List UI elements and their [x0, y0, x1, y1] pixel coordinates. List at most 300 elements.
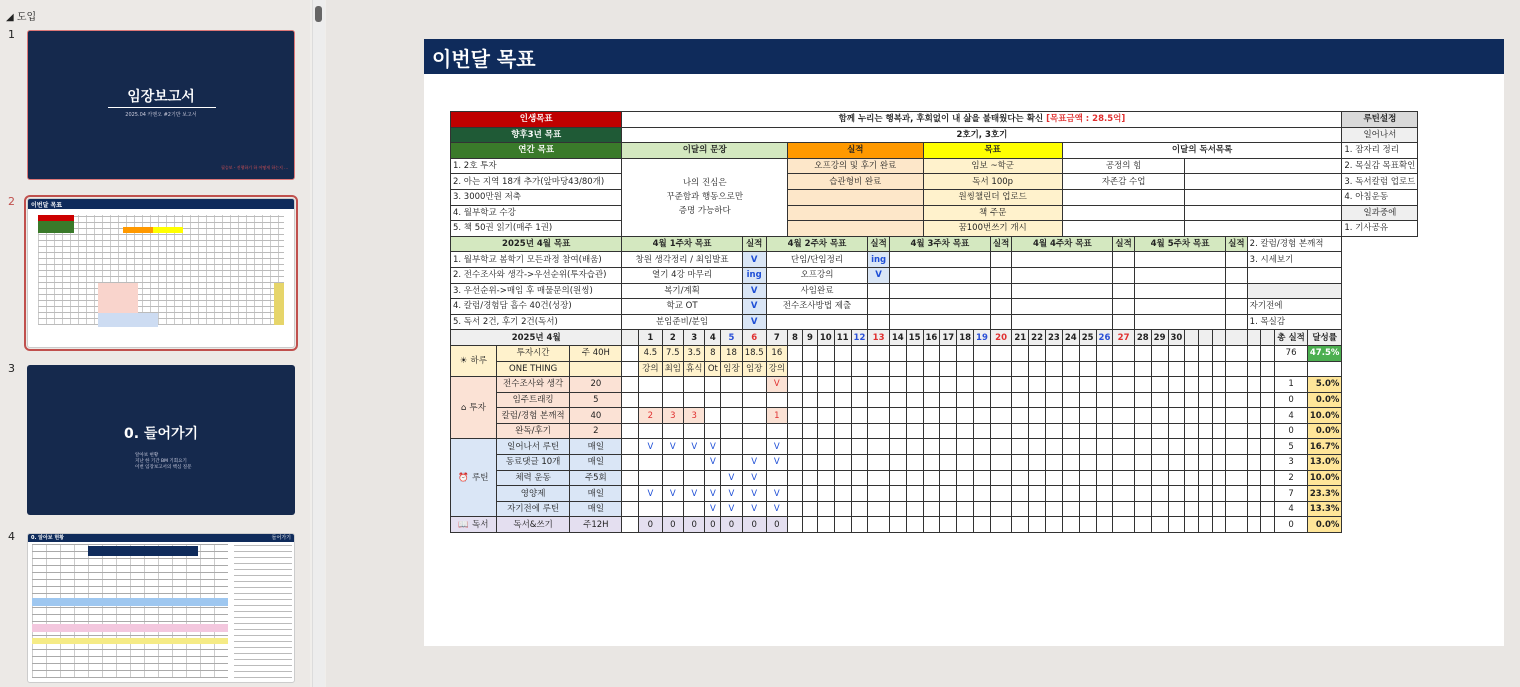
week-goal[interactable]: [889, 267, 990, 283]
tracker-frequency[interactable]: 매일: [570, 439, 622, 455]
table-cell[interactable]: [1261, 501, 1275, 517]
day-cell[interactable]: [889, 470, 906, 486]
day-cell[interactable]: V: [766, 439, 787, 455]
month-goal-item[interactable]: 3. 우선순위->매임 후 매물문의(원씽): [451, 283, 622, 299]
table-cell[interactable]: [1212, 330, 1226, 346]
month-goal-item[interactable]: 5. 독서 2건, 후기 2건(독서): [451, 314, 622, 330]
slide-thumbnail-1[interactable]: [27, 30, 295, 180]
day-cell[interactable]: [851, 439, 868, 455]
week-goal[interactable]: [1012, 283, 1113, 299]
slide[interactable]: [424, 39, 1504, 646]
day-cell[interactable]: [1134, 501, 1151, 517]
sentence-label[interactable]: 이달의 문장: [622, 143, 788, 159]
day-header[interactable]: 17: [940, 330, 957, 346]
week-header[interactable]: 4월 5주차 목표: [1134, 236, 1225, 252]
day-cell[interactable]: [684, 377, 705, 393]
day-cell[interactable]: [662, 377, 683, 393]
routine-item[interactable]: 자기전에: [1247, 299, 1342, 315]
week-goal[interactable]: [1134, 267, 1225, 283]
table-cell[interactable]: [1185, 486, 1199, 502]
week-header[interactable]: 4월 3주차 목표: [889, 236, 990, 252]
week-result[interactable]: [1113, 252, 1134, 268]
day-cell[interactable]: [1134, 345, 1151, 361]
day-cell[interactable]: [906, 423, 923, 439]
day-cell[interactable]: [1134, 377, 1151, 393]
week-goal[interactable]: [1012, 299, 1113, 315]
total-cell[interactable]: 0: [1275, 423, 1308, 439]
day-cell[interactable]: [684, 501, 705, 517]
day-cell[interactable]: [1012, 361, 1029, 377]
day-cell[interactable]: [868, 439, 889, 455]
day-cell[interactable]: [1096, 423, 1113, 439]
day-cell[interactable]: [802, 470, 817, 486]
day-cell[interactable]: [940, 439, 957, 455]
tracker-frequency[interactable]: 2: [570, 423, 622, 439]
rate-cell[interactable]: 16.7%: [1307, 439, 1342, 455]
day-cell[interactable]: [1096, 486, 1113, 502]
day-cell[interactable]: [1046, 377, 1063, 393]
day-cell[interactable]: [1012, 408, 1029, 424]
day-cell[interactable]: [742, 392, 766, 408]
tracker-frequency[interactable]: 20: [570, 377, 622, 393]
week-result-header[interactable]: 실적: [868, 236, 889, 252]
day-cell[interactable]: [889, 439, 906, 455]
day-cell[interactable]: [957, 345, 974, 361]
day-cell[interactable]: [639, 377, 662, 393]
day-cell[interactable]: V: [639, 439, 662, 455]
table-cell[interactable]: [1247, 501, 1261, 517]
day-cell[interactable]: [1062, 408, 1079, 424]
day-cell[interactable]: [834, 408, 851, 424]
tracker-frequency[interactable]: 매일: [570, 486, 622, 502]
table-cell[interactable]: [1185, 455, 1199, 471]
day-cell[interactable]: [1151, 517, 1168, 533]
group-label[interactable]: [451, 345, 497, 376]
day-cell[interactable]: [817, 345, 834, 361]
day-cell[interactable]: V: [684, 486, 705, 502]
day-cell[interactable]: [1029, 455, 1046, 471]
day-cell[interactable]: [1151, 486, 1168, 502]
tracker-frequency[interactable]: 40: [570, 408, 622, 424]
thumbnail-scrollbar[interactable]: [312, 0, 325, 687]
target-label[interactable]: 목표: [923, 143, 1062, 159]
week-goal[interactable]: [889, 283, 990, 299]
day-cell[interactable]: [1079, 377, 1096, 393]
week2-goal[interactable]: [766, 314, 868, 330]
day-cell[interactable]: 3.5: [684, 345, 705, 361]
table-cell[interactable]: [1185, 392, 1199, 408]
total-cell[interactable]: 0: [1275, 392, 1308, 408]
tracker-item[interactable]: ONE THING: [496, 361, 569, 377]
day-cell[interactable]: [1012, 517, 1029, 533]
week2-result[interactable]: [868, 314, 889, 330]
table-cell[interactable]: [1198, 361, 1212, 377]
week-goal[interactable]: [889, 314, 990, 330]
table-cell[interactable]: [1185, 423, 1199, 439]
day-cell[interactable]: [1151, 377, 1168, 393]
day-cell[interactable]: [889, 408, 906, 424]
table-cell[interactable]: [1212, 439, 1226, 455]
table-cell[interactable]: [1261, 423, 1275, 439]
table-cell[interactable]: [1198, 486, 1212, 502]
day-cell[interactable]: [889, 501, 906, 517]
day-cell[interactable]: [817, 377, 834, 393]
day-cell[interactable]: [1079, 470, 1096, 486]
day-cell[interactable]: [889, 345, 906, 361]
life-goal-text[interactable]: [622, 112, 1342, 128]
week-result[interactable]: [1226, 267, 1247, 283]
week-result[interactable]: [1226, 314, 1247, 330]
group-label[interactable]: [451, 439, 497, 517]
week-header[interactable]: 4월 2주차 목표: [766, 236, 868, 252]
reading-item[interactable]: [1062, 221, 1185, 237]
table-cell[interactable]: [622, 470, 639, 486]
week-goal[interactable]: [889, 299, 990, 315]
tracker-frequency[interactable]: 주12H: [570, 517, 622, 533]
week-result[interactable]: [990, 299, 1011, 315]
day-cell[interactable]: 2: [639, 408, 662, 424]
day-cell[interactable]: [834, 361, 851, 377]
total-header[interactable]: 총 실적: [1275, 330, 1308, 346]
table-cell[interactable]: [1247, 361, 1261, 377]
table-cell[interactable]: [622, 408, 639, 424]
day-cell[interactable]: [889, 392, 906, 408]
day-cell[interactable]: [851, 470, 868, 486]
day-cell[interactable]: [1029, 501, 1046, 517]
day-cell[interactable]: [957, 439, 974, 455]
reading-item[interactable]: 자존감 수업: [1062, 174, 1185, 190]
day-cell[interactable]: [851, 501, 868, 517]
week-goal[interactable]: [1134, 283, 1225, 299]
table-cell[interactable]: [1226, 408, 1247, 424]
day-cell[interactable]: [868, 486, 889, 502]
day-cell[interactable]: [974, 408, 991, 424]
day-cell[interactable]: [923, 517, 940, 533]
routine-item[interactable]: 1. 잠자리 정리: [1342, 143, 1418, 159]
table-cell[interactable]: [1247, 345, 1261, 361]
day-cell[interactable]: [957, 517, 974, 533]
day-cell[interactable]: [868, 361, 889, 377]
day-cell[interactable]: [788, 408, 803, 424]
day-cell[interactable]: [990, 423, 1011, 439]
rate-cell[interactable]: 0.0%: [1307, 423, 1342, 439]
table-cell[interactable]: [1226, 330, 1247, 346]
day-cell[interactable]: [1134, 439, 1151, 455]
day-cell[interactable]: V: [742, 486, 766, 502]
day-cell[interactable]: 3: [662, 408, 683, 424]
day-cell[interactable]: [788, 392, 803, 408]
day-cell[interactable]: [868, 423, 889, 439]
day-cell[interactable]: [868, 470, 889, 486]
day-cell[interactable]: [1134, 517, 1151, 533]
day-cell[interactable]: [1096, 408, 1113, 424]
year-goal-item[interactable]: 4. 월부학교 수강: [451, 205, 622, 221]
day-cell[interactable]: [684, 470, 705, 486]
day-cell[interactable]: [817, 361, 834, 377]
day-cell[interactable]: [1113, 361, 1134, 377]
day-cell[interactable]: [639, 470, 662, 486]
table-cell[interactable]: [1226, 361, 1247, 377]
total-cell[interactable]: 3: [1275, 455, 1308, 471]
day-cell[interactable]: [788, 361, 803, 377]
day-header[interactable]: 12: [851, 330, 868, 346]
day-cell[interactable]: [1113, 345, 1134, 361]
day-cell[interactable]: [721, 455, 742, 471]
day-cell[interactable]: [802, 361, 817, 377]
day-cell[interactable]: [990, 377, 1011, 393]
week-goal[interactable]: [1134, 299, 1225, 315]
day-cell[interactable]: [802, 455, 817, 471]
day-cell[interactable]: 강의: [766, 361, 787, 377]
day-cell[interactable]: [1012, 455, 1029, 471]
target-item[interactable]: 원씽챌린더 업로드: [923, 189, 1062, 205]
day-cell[interactable]: [923, 408, 940, 424]
day-cell[interactable]: [1079, 345, 1096, 361]
day-cell[interactable]: [1151, 345, 1168, 361]
day-cell[interactable]: [662, 423, 683, 439]
day-cell[interactable]: [1096, 439, 1113, 455]
day-cell[interactable]: [1062, 361, 1079, 377]
day-cell[interactable]: 1: [766, 408, 787, 424]
table-cell[interactable]: [622, 455, 639, 471]
day-cell[interactable]: [817, 486, 834, 502]
day-cell[interactable]: [1113, 501, 1134, 517]
day-cell[interactable]: [817, 501, 834, 517]
day-cell[interactable]: [1029, 377, 1046, 393]
monthly-sentence[interactable]: [622, 158, 788, 236]
year-goal-item[interactable]: 1. 2호 투자: [451, 158, 622, 174]
day-cell[interactable]: [1012, 470, 1029, 486]
day-cell[interactable]: [802, 423, 817, 439]
reading-item[interactable]: [1062, 189, 1185, 205]
day-cell[interactable]: [1134, 486, 1151, 502]
routine-item[interactable]: 일어나서: [1342, 127, 1418, 143]
day-cell[interactable]: [788, 501, 803, 517]
day-cell[interactable]: [906, 392, 923, 408]
week1-result[interactable]: V: [742, 252, 766, 268]
day-cell[interactable]: [684, 423, 705, 439]
day-cell[interactable]: [1168, 486, 1185, 502]
day-cell[interactable]: [639, 501, 662, 517]
day-cell[interactable]: [1168, 455, 1185, 471]
day-cell[interactable]: [1096, 361, 1113, 377]
table-cell[interactable]: [1212, 517, 1226, 533]
day-cell[interactable]: [957, 392, 974, 408]
week-result[interactable]: [990, 314, 1011, 330]
day-cell[interactable]: [1079, 486, 1096, 502]
routine-item[interactable]: 3. 시세보기: [1247, 252, 1342, 268]
routine-item[interactable]: [1247, 267, 1342, 283]
table-cell[interactable]: [1247, 330, 1261, 346]
day-cell[interactable]: [834, 377, 851, 393]
table-cell[interactable]: [622, 377, 639, 393]
day-cell[interactable]: [957, 455, 974, 471]
day-cell[interactable]: [906, 455, 923, 471]
table-cell[interactable]: [1212, 345, 1226, 361]
day-cell[interactable]: [1012, 439, 1029, 455]
day-cell[interactable]: [906, 470, 923, 486]
day-cell[interactable]: 0: [742, 517, 766, 533]
day-cell[interactable]: [834, 392, 851, 408]
week-goal[interactable]: [1012, 314, 1113, 330]
week2-goal[interactable]: 사임완료: [766, 283, 868, 299]
day-cell[interactable]: [1113, 392, 1134, 408]
day-cell[interactable]: V: [766, 486, 787, 502]
day-cell[interactable]: V: [705, 486, 721, 502]
day-header[interactable]: 9: [802, 330, 817, 346]
routine-header[interactable]: 루틴설정: [1342, 112, 1418, 128]
day-cell[interactable]: 휴식: [684, 361, 705, 377]
day-cell[interactable]: [721, 377, 742, 393]
day-header[interactable]: 19: [974, 330, 991, 346]
day-cell[interactable]: [974, 423, 991, 439]
day-cell[interactable]: [974, 486, 991, 502]
day-cell[interactable]: [974, 377, 991, 393]
week2-goal[interactable]: 단임/단임정리: [766, 252, 868, 268]
day-cell[interactable]: 18.5: [742, 345, 766, 361]
total-cell[interactable]: [1275, 361, 1308, 377]
day-cell[interactable]: [684, 392, 705, 408]
day-cell[interactable]: 3: [684, 408, 705, 424]
day-cell[interactable]: [1168, 501, 1185, 517]
result-item[interactable]: [788, 221, 923, 237]
day-cell[interactable]: [1151, 361, 1168, 377]
week-header[interactable]: 4월 1주차 목표: [622, 236, 742, 252]
day-cell[interactable]: [662, 470, 683, 486]
day-cell[interactable]: [742, 377, 766, 393]
day-header[interactable]: 30: [1168, 330, 1185, 346]
reading-item[interactable]: [1185, 174, 1342, 190]
day-header[interactable]: 18: [957, 330, 974, 346]
table-cell[interactable]: [1185, 501, 1199, 517]
day-cell[interactable]: [1113, 439, 1134, 455]
day-cell[interactable]: [834, 439, 851, 455]
day-cell[interactable]: [742, 408, 766, 424]
day-cell[interactable]: [940, 517, 957, 533]
table-cell[interactable]: [1247, 423, 1261, 439]
day-cell[interactable]: [957, 377, 974, 393]
day-cell[interactable]: [851, 423, 868, 439]
table-cell[interactable]: [1198, 330, 1212, 346]
day-cell[interactable]: [1046, 408, 1063, 424]
total-cell[interactable]: 1: [1275, 377, 1308, 393]
table-cell[interactable]: [1198, 377, 1212, 393]
day-header[interactable]: 15: [906, 330, 923, 346]
day-cell[interactable]: [1151, 439, 1168, 455]
day-cell[interactable]: [974, 470, 991, 486]
table-cell[interactable]: [622, 486, 639, 502]
total-cell[interactable]: 2: [1275, 470, 1308, 486]
day-cell[interactable]: V: [721, 486, 742, 502]
day-cell[interactable]: [1046, 423, 1063, 439]
table-cell[interactable]: [1226, 517, 1247, 533]
day-cell[interactable]: 7.5: [662, 345, 683, 361]
day-cell[interactable]: [851, 408, 868, 424]
day-cell[interactable]: V: [684, 439, 705, 455]
day-cell[interactable]: 0: [766, 517, 787, 533]
day-cell[interactable]: [957, 470, 974, 486]
day-cell[interactable]: [923, 470, 940, 486]
table-cell[interactable]: [1247, 392, 1261, 408]
day-cell[interactable]: [957, 408, 974, 424]
day-cell[interactable]: [662, 501, 683, 517]
day-cell[interactable]: [1113, 486, 1134, 502]
day-cell[interactable]: [1062, 486, 1079, 502]
day-header[interactable]: 3: [684, 330, 705, 346]
day-cell[interactable]: [788, 345, 803, 361]
table-cell[interactable]: [1226, 345, 1247, 361]
day-cell[interactable]: [940, 392, 957, 408]
day-cell[interactable]: [1134, 470, 1151, 486]
table-cell[interactable]: [1261, 439, 1275, 455]
day-cell[interactable]: [923, 392, 940, 408]
reading-label[interactable]: 이달의 독서목록: [1062, 143, 1342, 159]
day-cell[interactable]: [705, 423, 721, 439]
day-cell[interactable]: [1168, 377, 1185, 393]
day-cell[interactable]: [766, 470, 787, 486]
table-cell[interactable]: [1185, 361, 1199, 377]
day-header[interactable]: 2: [662, 330, 683, 346]
table-cell[interactable]: [1226, 486, 1247, 502]
table-cell[interactable]: [1226, 377, 1247, 393]
day-cell[interactable]: [834, 501, 851, 517]
day-cell[interactable]: [1029, 439, 1046, 455]
day-cell[interactable]: [1046, 361, 1063, 377]
day-cell[interactable]: [1062, 423, 1079, 439]
rate-cell[interactable]: 0.0%: [1307, 392, 1342, 408]
day-cell[interactable]: [940, 470, 957, 486]
week2-goal[interactable]: 전수조사방법 제출: [766, 299, 868, 315]
day-cell[interactable]: [990, 392, 1011, 408]
day-cell[interactable]: [662, 392, 683, 408]
total-cell[interactable]: 4: [1275, 501, 1308, 517]
month-goal-item[interactable]: 1. 월부학교 봄학기 모든과정 참여(배움): [451, 252, 622, 268]
slide-thumbnail-3[interactable]: [27, 365, 295, 515]
day-header[interactable]: 21: [1012, 330, 1029, 346]
day-cell[interactable]: [1151, 408, 1168, 424]
day-cell[interactable]: 임장: [742, 361, 766, 377]
day-cell[interactable]: [923, 486, 940, 502]
total-cell[interactable]: 7: [1275, 486, 1308, 502]
day-cell[interactable]: V: [721, 470, 742, 486]
result-label[interactable]: 실적: [788, 143, 923, 159]
day-cell[interactable]: [1046, 486, 1063, 502]
table-cell[interactable]: [1185, 377, 1199, 393]
day-cell[interactable]: [957, 423, 974, 439]
day-cell[interactable]: [834, 470, 851, 486]
rate-cell[interactable]: 47.5%: [1307, 345, 1342, 361]
year-goal-item[interactable]: 2. 아는 지역 18개 추가(앞마당43/80개): [451, 174, 622, 190]
day-cell[interactable]: 16: [766, 345, 787, 361]
day-cell[interactable]: [639, 455, 662, 471]
day-cell[interactable]: [817, 423, 834, 439]
month-goal-item[interactable]: 4. 칼럼/경험담 흡수 40건(성장): [451, 299, 622, 315]
day-cell[interactable]: [974, 501, 991, 517]
table-cell[interactable]: [1212, 423, 1226, 439]
tracker-item[interactable]: 칼럼/경험 본깨적: [496, 408, 569, 424]
day-header[interactable]: 11: [834, 330, 851, 346]
day-cell[interactable]: [974, 345, 991, 361]
rate-cell[interactable]: 23.3%: [1307, 486, 1342, 502]
day-header[interactable]: 20: [990, 330, 1011, 346]
day-cell[interactable]: [1012, 345, 1029, 361]
day-cell[interactable]: [974, 392, 991, 408]
day-cell[interactable]: V: [742, 470, 766, 486]
day-cell[interactable]: [1151, 392, 1168, 408]
day-cell[interactable]: [1168, 470, 1185, 486]
day-cell[interactable]: [868, 517, 889, 533]
day-cell[interactable]: [906, 408, 923, 424]
